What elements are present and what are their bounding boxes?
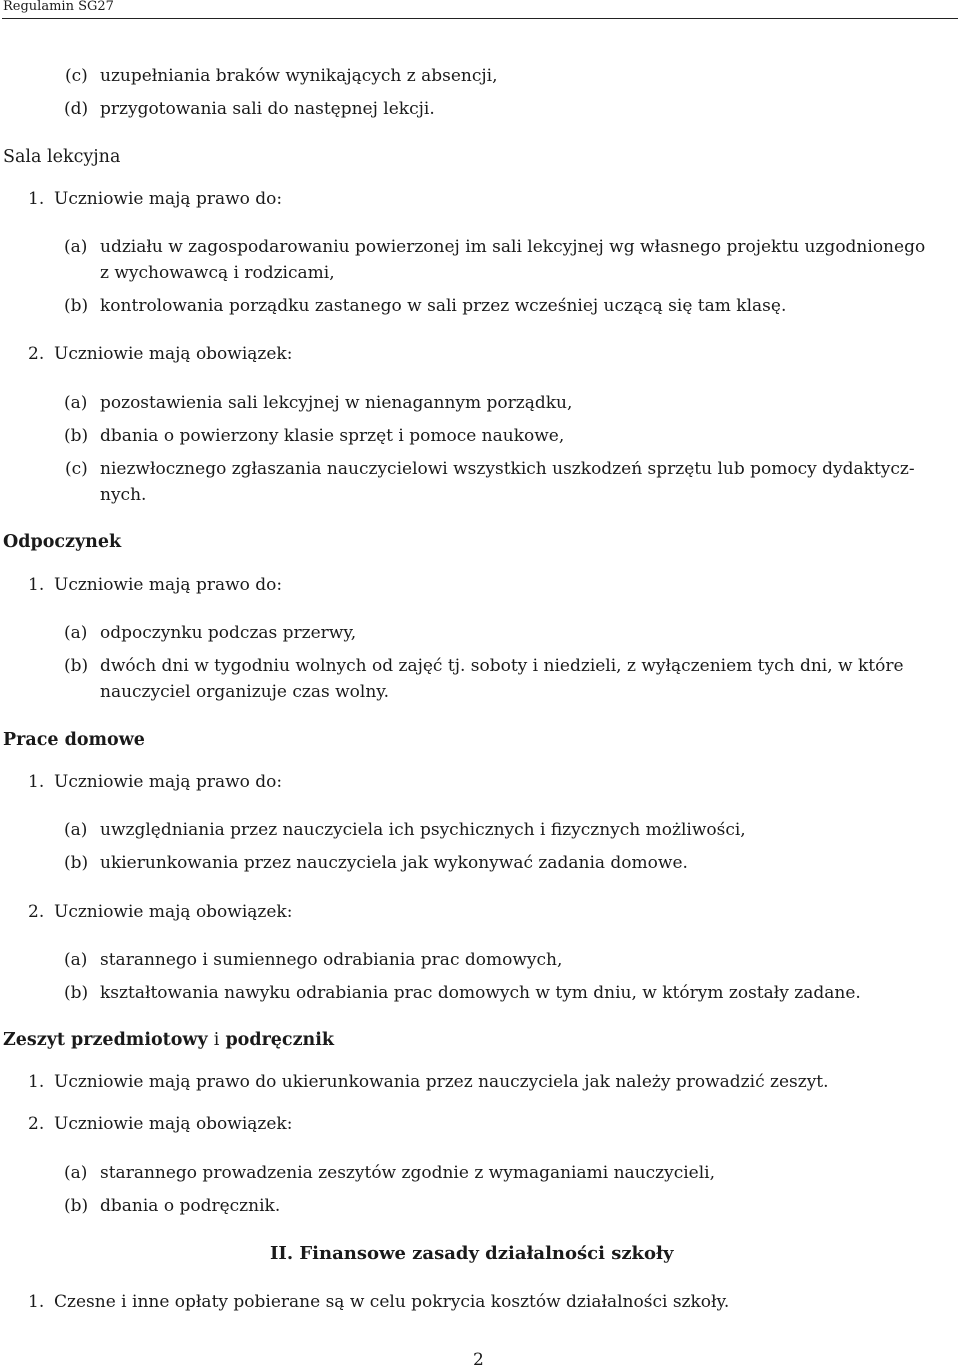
list-item-text: dbania o powierzony klasie sprzęt i pomoce naukowe, [100,426,565,446]
point-number: 2. [28,1114,45,1134]
list-item-text: pozostawienia sali lekcyjnej w nienagannym porządku, [100,393,573,413]
list-item-text: ukierunkowania przez nauczyciela jak wykonywać zadania domowe. [100,853,688,873]
point-text: Uczniowie mają obowiązek: [54,344,293,364]
section-heading-prace-domowe: Prace domowe [3,730,145,750]
list-item-label: (a) [64,1163,88,1183]
list-item-label: (a) [64,623,88,643]
running-header: Regulamin SG27 [3,0,114,14]
list-item-text-cont: z wychowawcą i rodzicami, [100,263,335,283]
list-item-label: (b) [64,853,89,873]
list-item-label: (c) [65,66,88,86]
point-text: Uczniowie mają prawo do: [54,772,283,792]
list-item-label: (b) [64,296,89,316]
point-text: Uczniowie mają prawo do: [54,575,283,595]
list-item-text: przygotowania sali do następnej lekcji. [100,99,435,119]
list-item-label: (c) [65,459,88,479]
list-item-text: kształtowania nawyku odrabiania prac domowych w tym dniu, w którym zostały zadane. [100,983,861,1003]
list-item-label: (b) [64,656,89,676]
list-item-label: (a) [64,393,88,413]
section-heading-sala: Sala lekcyjna [3,147,121,167]
point-number: 1. [28,1292,45,1312]
point-number: 2. [28,344,45,364]
list-item-text: uwzględniania przez nauczyciela ich psychicznych i fizycznych możliwości, [100,820,746,840]
section-heading-zeszyt [3,1030,334,1050]
chapter-title: II. Finansowe zasady działalności szkoły [270,1243,674,1264]
point-text: Czesne i inne opłaty pobierane są w celu pokrycia kosztów działalności szkoły. [54,1292,730,1312]
section-heading-odpoczynek: Odpoczynek [3,532,122,552]
list-item-text-cont: nauczyciel organizuje czas wolny. [100,682,390,702]
list-item-label: (a) [64,950,88,970]
point-number: 1. [28,1072,45,1092]
list-item-text-cont: nych. [100,485,147,505]
list-item-label: (d) [64,99,89,119]
list-item-label: (a) [64,237,88,257]
list-item-label: (b) [64,1196,89,1216]
point-number: 1. [28,772,45,792]
point-number: 1. [28,575,45,595]
list-item-text: niezwłocznego zgłaszania nauczycielowi wszystkich uszkodzeń sprzętu lub pomocy dydaktycz- [100,459,915,479]
page-number: 2 [473,1350,484,1370]
list-item-text: starannego prowadzenia zeszytów zgodnie z wymaganiami nauczycieli, [100,1163,715,1183]
point-number: 1. [28,189,45,209]
point-text: Uczniowie mają prawo do ukierunkowania przez nauczyciela jak należy prowadzić zeszyt. [54,1072,829,1092]
list-item-text: kontrolowania porządku zastanego w sali przez wcześniej uczącą się tam klasę. [100,296,787,316]
heading-conjunction: i [213,1030,220,1050]
list-item-text: uzupełniania braków wynikających z absencji, [100,66,498,86]
point-text: Uczniowie mają obowiązek: [54,1114,293,1134]
list-item-text: dwóch dni w tygodniu wolnych od zajęć tj. soboty i niedzieli, z wyłączeniem tych dni, w które [100,656,904,676]
list-item-label: (a) [64,820,88,840]
list-item-text: odpoczynku podczas przerwy, [100,623,357,643]
point-text: Uczniowie mają prawo do: [54,189,283,209]
point-number: 2. [28,902,45,922]
list-item-text: starannego i sumiennego odrabiania prac domowych, [100,950,563,970]
header-rule [2,18,958,19]
list-item-label: (b) [64,426,89,446]
point-text: Uczniowie mają obowiązek: [54,902,293,922]
heading-part: Zeszyt przedmiotowy [3,1030,208,1050]
list-item-text: dbania o podręcznik. [100,1196,281,1216]
list-item-label: (b) [64,983,89,1003]
list-item-text: udziału w zagospodarowaniu powierzonej im sali lekcyjnej wg własnego projektu uzgodnionego [100,237,926,257]
heading-part: podręcznik [225,1030,335,1050]
